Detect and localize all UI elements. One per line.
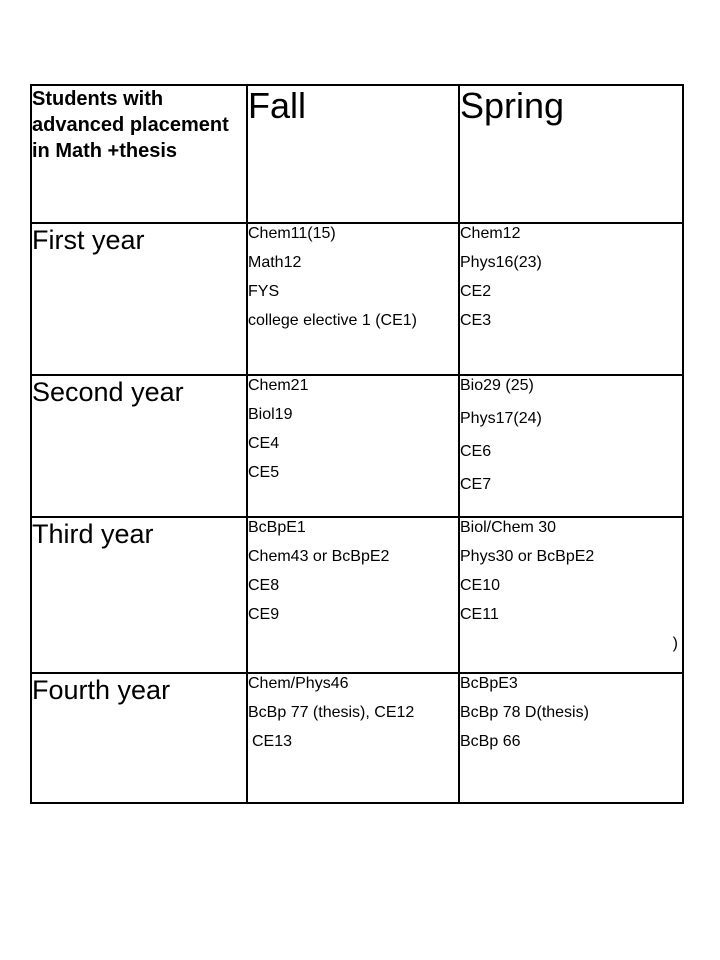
course-item: CE2	[460, 283, 492, 300]
course-item: Math12	[248, 254, 302, 271]
course-item: CE3	[460, 312, 492, 329]
course-item: CE13	[252, 733, 293, 750]
course-item: Phys16(23)	[460, 254, 542, 271]
year-label: Fourth year	[31, 673, 247, 803]
course-item: Phys17(24)	[460, 410, 542, 427]
year-label: Third year	[31, 517, 247, 673]
header-fall: Fall	[247, 85, 459, 223]
course-item: CE7	[460, 476, 492, 493]
course-item: Chem12	[460, 225, 521, 242]
course-item: Chem21	[248, 377, 309, 394]
course-item: college elective 1 (CE1)	[248, 312, 417, 329]
course-item: CE8	[248, 577, 280, 594]
year-label: First year	[31, 223, 247, 375]
course-item: BcBp 77 (thesis), CE12	[248, 704, 415, 721]
course-item: Biol/Chem 30	[460, 519, 557, 536]
fall-courses	[247, 375, 459, 517]
course-item: Bio29 (25)	[460, 377, 534, 394]
fall-courses	[247, 517, 459, 673]
course-item: CE11	[460, 606, 499, 623]
header-row	[31, 85, 683, 223]
spring-courses	[459, 517, 683, 673]
course-item: CE10	[460, 577, 501, 594]
table-row	[31, 517, 683, 673]
course-item: BcBp 66	[460, 733, 521, 750]
course-item: BcBpE3	[460, 675, 518, 692]
header-corner-cell: Students with advanced placement in Math +thesis	[31, 85, 247, 223]
course-item: CE9	[248, 606, 280, 623]
spring-courses	[459, 223, 683, 375]
course-item: BcBp 78 D(thesis)	[460, 704, 589, 721]
header-spring: Spring	[459, 85, 683, 223]
table-row	[31, 223, 683, 375]
course-item: Phys30 or BcBpE2	[460, 548, 595, 565]
fall-courses	[247, 673, 459, 803]
course-item: CE6	[460, 443, 492, 460]
table-row	[31, 673, 683, 803]
course-item: CE4	[248, 435, 280, 452]
course-item: Chem/Phys46	[248, 675, 349, 692]
table-row	[31, 375, 683, 517]
closing-paren: )	[672, 635, 678, 652]
spring-courses	[459, 673, 683, 803]
spring-courses	[459, 375, 683, 517]
course-plan-table	[30, 84, 684, 804]
course-item: CE5	[248, 464, 280, 481]
course-item: Biol19	[248, 406, 293, 423]
year-label: Second year	[31, 375, 247, 517]
course-item: FYS	[248, 283, 280, 300]
fall-courses	[247, 223, 459, 375]
course-item: Chem43 or BcBpE2	[248, 548, 390, 565]
course-item: Chem11(15)	[248, 225, 336, 242]
course-item: BcBpE1	[248, 519, 306, 536]
